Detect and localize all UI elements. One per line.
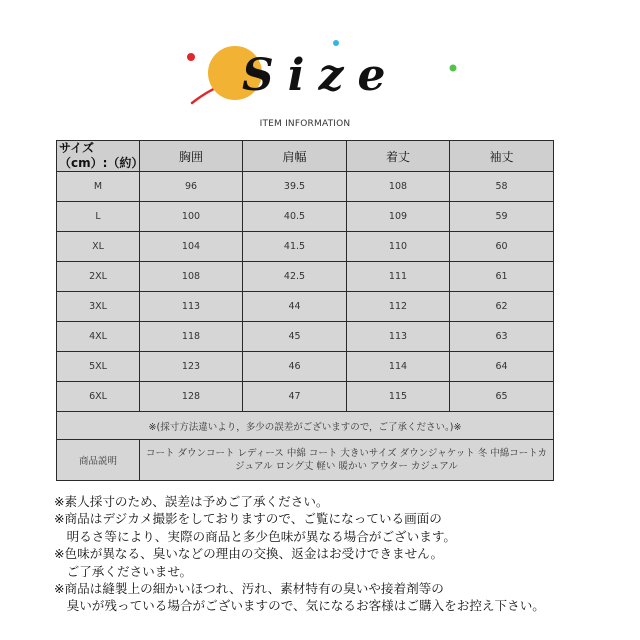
table-row [57,172,554,202]
red-dot-icon [187,53,195,61]
size-cell: 6XL [57,382,140,412]
note-line: 臭いが残っている場合がございますので、気になるお客様はご購入をお控え下さい。 [54,598,545,614]
value-cell: 114 [347,352,450,382]
value-cell: 61 [450,262,554,292]
value-cell: 123 [140,352,243,382]
size-title: Size [242,50,400,101]
value-cell: 63 [450,322,554,352]
measurement-note: ※(採寸方法違いより，多少の誤差がございますので，ご了承ください。)※ [57,412,554,440]
corner-label: サイズ（cm）:（約） [57,141,140,172]
description-row [57,440,554,481]
value-cell: 41.5 [243,232,347,262]
table-row [57,232,554,262]
value-cell: 108 [347,172,450,202]
value-cell: 44 [243,292,347,322]
green-dot-icon [450,65,457,72]
value-cell: 47 [243,382,347,412]
value-cell: 39.5 [243,172,347,202]
table-row [57,382,554,412]
value-cell: 113 [140,292,243,322]
value-cell: 58 [450,172,554,202]
value-cell: 111 [347,262,450,292]
note-line: ※色味が異なる、臭いなどの理由の交換、返金はお受けできません。 [54,546,444,562]
table-row [57,352,554,382]
value-cell: 65 [450,382,554,412]
value-cell: 64 [450,352,554,382]
note-line: ご了承くださいませ。 [54,563,193,579]
column-header: 袖丈 [450,141,554,172]
size-cell: L [57,202,140,232]
note-line: ※商品は縫製上の細かいほつれ、汚れ、素材特有の臭いや接着剤等の [54,581,444,597]
size-cell: 5XL [57,352,140,382]
value-cell: 108 [140,262,243,292]
value-cell: 110 [347,232,450,262]
table-row [57,322,554,352]
value-cell: 104 [140,232,243,262]
size-cell: 3XL [57,292,140,322]
value-cell: 42.5 [243,262,347,292]
value-cell: 96 [140,172,243,202]
note-line: ※素人採寸のため、誤差は予めご了承ください。 [54,494,329,509]
value-cell: 62 [450,292,554,322]
value-cell: 100 [140,202,243,232]
size-header [0,0,640,129]
size-cell: XL [57,232,140,262]
size-table [56,140,554,481]
table-row [57,202,554,232]
size-cell: 4XL [57,322,140,352]
column-header: 肩幅 [243,141,347,172]
table-row [57,292,554,322]
column-header: 着丈 [347,141,450,172]
value-cell: 59 [450,202,554,232]
description-text: コート ダウンコート レディース 中綿 コート 大きいサイズ ダウンジャケット 冬 中綿コートカジュアル ロング丈 軽い 暖かい アウター カジュアル [140,440,554,481]
size-cell: 2XL [57,262,140,292]
blue-dot-icon [333,40,339,46]
table-header-row [57,141,554,172]
value-cell: 109 [347,202,450,232]
value-cell: 112 [347,292,450,322]
notes-block [54,493,624,615]
table-row [57,262,554,292]
note-row [57,412,554,440]
value-cell: 115 [347,382,450,412]
value-cell: 40.5 [243,202,347,232]
note-line: ※商品はデジカメ撮影をしておりますので、ご覧になっている画面の [54,511,442,527]
size-cell: M [57,172,140,202]
value-cell: 45 [243,322,347,352]
description-label: 商品説明 [57,440,140,481]
value-cell: 113 [347,322,450,352]
note-line: 明るさ等により、実際の商品と多少色味が異なる場合がございます。 [54,528,456,544]
value-cell: 118 [140,322,243,352]
value-cell: 46 [243,352,347,382]
subtitle: ITEM INFORMATION [259,119,351,129]
value-cell: 60 [450,232,554,262]
size-logo [180,35,470,115]
value-cell: 128 [140,382,243,412]
column-header: 胸囲 [140,141,243,172]
